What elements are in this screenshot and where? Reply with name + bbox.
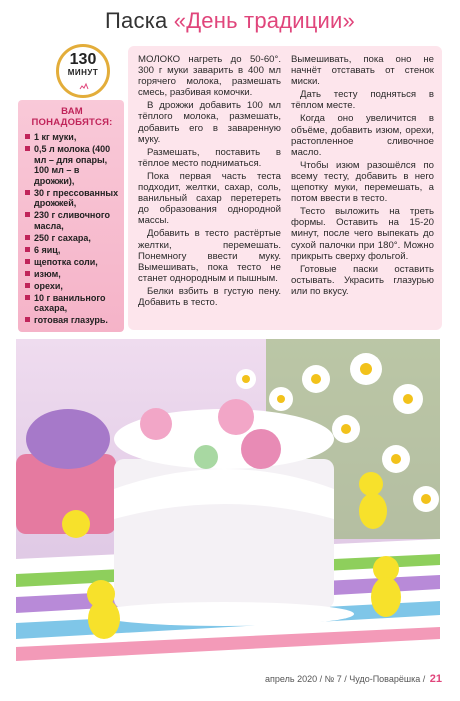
page-footer xyxy=(265,673,442,685)
recipe-paragraph: Добавить в тесто растёртые желтки, перемешать. Понемногу ввести муку. Вымешивать, пока тесто не станет однородным и пышным. xyxy=(138,228,281,284)
recipe-paragraph: Пока первая часть теста подходит, желтки, сахар, соль, ванильный сахар перетереть до образования однородной массы. xyxy=(138,170,281,227)
recipe-paragraph: Размешать, поставить в тёплое место подниматься. xyxy=(138,146,281,169)
page-title xyxy=(0,8,460,34)
photo-illustration xyxy=(16,339,440,669)
easter-cake-photo xyxy=(16,339,440,669)
ingredients-heading: ВАМ ПОНАДОБЯТСЯ: xyxy=(31,106,113,128)
ingredient-item: 230 г сливочного масла, xyxy=(25,210,119,231)
page-number: 21 xyxy=(429,673,442,685)
ingredient-item: 0,5 л молока (400 мл – для опары, 100 мл – в дрожжи), xyxy=(25,144,119,186)
ingredient-item: 6 яиц, xyxy=(25,245,119,256)
ingredient-item: щепотка соли, xyxy=(25,257,119,268)
ingredient-item: 10 г ванильного сахара, xyxy=(25,293,119,314)
recipe-paragraph: Тесто выложить на треть формы. Оставить на 15-20 минут, после чего выпекать до сухой палочки при 180°. Можно прикрыть сверху фольгой. xyxy=(291,206,434,262)
ingredient-item: готовая глазурь. xyxy=(25,315,119,326)
recipe-column-left xyxy=(138,54,281,324)
recipe-paragraph: МОЛОКО нагреть до 50-60°. 300 г муки заварить в 400 мл горячего молока, размешать смесь, разбивая комочки. xyxy=(138,54,281,99)
ingredient-item: 30 г прессованных дрожжей, xyxy=(25,188,119,209)
paska-cake xyxy=(94,399,354,626)
recipe-paragraph: Дать тесту подняться в тёплом месте. xyxy=(291,89,434,112)
recipe-paragraph: В дрожжи добавить 100 мл тёплого молока, размешать, добавить его в заваренную муку. xyxy=(138,100,281,145)
time-number: 130 xyxy=(69,51,97,68)
ingredient-item: 1 кг муки, xyxy=(25,132,119,143)
ingredients-panel xyxy=(18,100,124,332)
title-plain: Паска xyxy=(105,8,168,33)
ingredient-item: орехи, xyxy=(25,281,119,292)
recipe-paragraph: Вымешивать, пока оно не начнёт отставать от стенок миски. xyxy=(291,54,434,88)
recipe-text-panel xyxy=(128,46,442,330)
time-unit: МИНУТ xyxy=(67,68,99,77)
recipe-column-right xyxy=(291,54,434,324)
title-quoted: «День традиции» xyxy=(173,8,355,33)
recipe-paragraph: Белки взбить в густую пену. Добавить в тесто. xyxy=(138,285,281,308)
time-badge xyxy=(56,44,110,98)
ingredient-item: изюм, xyxy=(25,269,119,280)
clock-icon xyxy=(79,81,89,91)
recipe-paragraph: Чтобы изюм разошёлся по всему тесту, добавить в него щепотку муки, перемешать, а потом ввести в тесто. xyxy=(291,159,434,205)
ingredient-item: 250 г сахара, xyxy=(25,233,119,244)
recipe-paragraph: Готовые паски оставить остывать. Украсить глазурью или по вкусу. xyxy=(291,263,434,297)
issue-info: апрель 2020 / № 7 / Чудо-Поварёшка / xyxy=(265,674,426,684)
ingredients-list xyxy=(25,132,119,326)
recipe-paragraph: Когда оно увеличится в объёме, добавить изюм, орехи, растопленное сливочное масло. xyxy=(291,113,434,158)
